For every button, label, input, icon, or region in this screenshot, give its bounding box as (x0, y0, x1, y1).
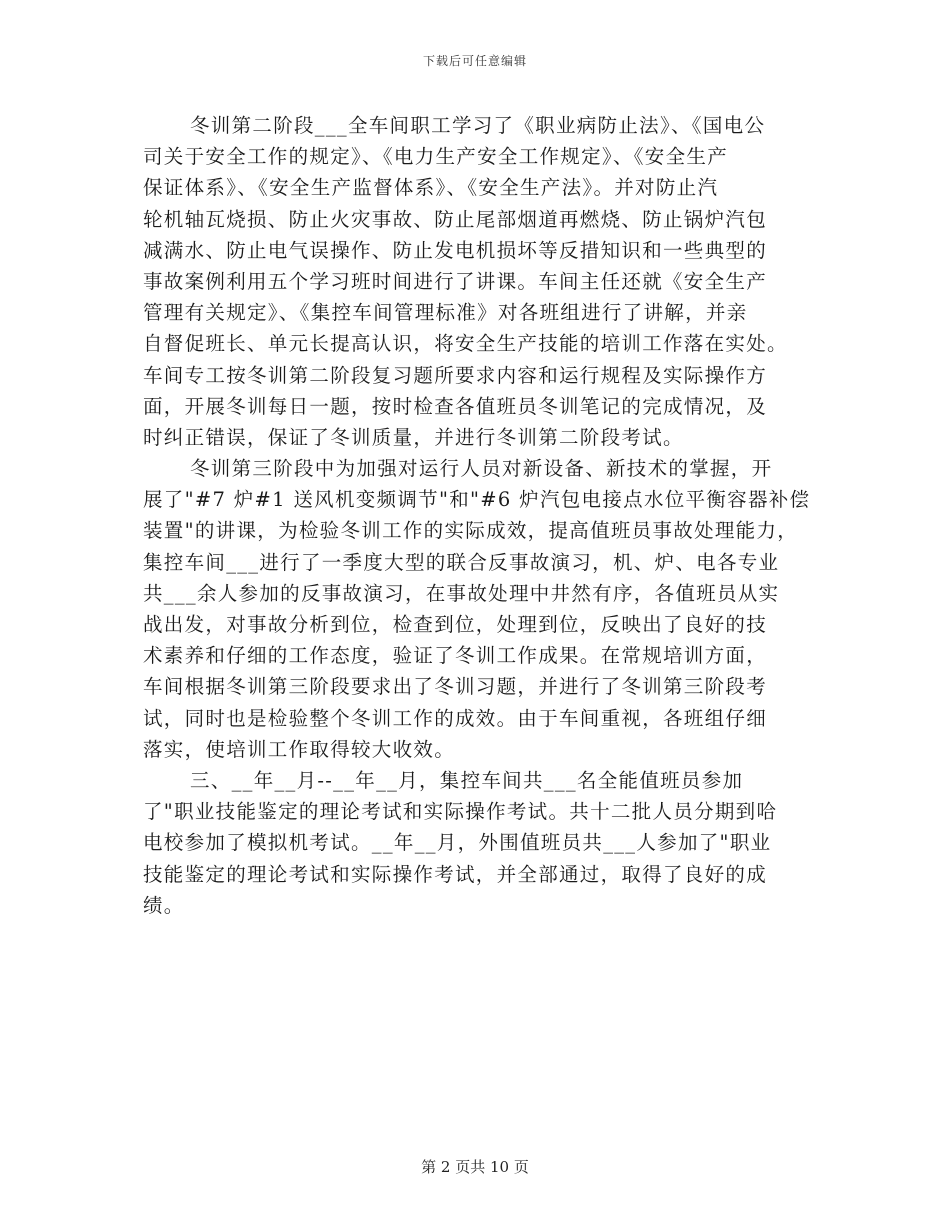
text-line: 绩。 (143, 893, 185, 917)
text-line: 轮机轴瓦烧损、防止火灾事故、防止尾部烟道再燃烧、防止锅炉汽包 (143, 207, 768, 231)
text-line: 事故案例利用五个学习班时间进行了讲课。车间主任还就《安全生产 (143, 269, 768, 293)
text-line: 试，同时也是检验整个冬训工作的成效。由于车间重视，各班组仔细 (143, 706, 768, 730)
text-line: 共___余人参加的反事故演习，在事故处理中井然有序，各值班员从实 (143, 581, 780, 605)
text-line: 司关于安全工作的规定》、《电力生产安全工作规定》、《安全生产 (143, 145, 729, 169)
text-line: 技能鉴定的理论考试和实际操作考试，并全部通过，取得了良好的成 (143, 862, 768, 886)
text-line: 面，开展冬训每日一题，按时检查各值班员冬训笔记的完成情况，及 (143, 394, 768, 418)
text-line: 自督促班长、单元长提高认识，将安全生产技能的培训工作落在实处。 (143, 332, 788, 356)
text-line: 战出发，对事故分析到位，检查到位，处理到位，反映出了良好的技 (143, 613, 768, 636)
text-line: 展了"#7 炉#1 送风机变频调节"和"#6 炉汽包电接点水位平衡容器补偿 (143, 488, 811, 512)
text-line: 冬训第二阶段___全车间职工学习了《职业病防止法》、《国电公 (190, 114, 766, 137)
text-line: 装置"的讲课，为检验冬训工作的实际成效，提高值班员事故处理能力， (143, 519, 799, 543)
text-line: 保证体系》、《安全生产监督体系》、《安全生产法》。并对防止汽 (143, 176, 719, 200)
text-line: 减满水、防止电气误操作、防止发电机损坏等反措知识和一些典型的 (143, 238, 768, 262)
text-line: 车间专工按冬训第二阶段复习题所要求内容和运行规程及实际操作方 (143, 363, 768, 387)
text-line: 车间根据冬训第三阶段要求出了冬训习题，并进行了冬训第三阶段考 (143, 675, 768, 699)
document-body (143, 110, 813, 921)
text-line: 电校参加了模拟机考试。__年__月，外围值班员共___人参加了"职业 (143, 831, 772, 855)
text-line: 了"职业技能鉴定的理论考试和实际操作考试。共十二批人员分期到哈 (143, 800, 778, 824)
text-line: 三、__年__月--__年__月，集控车间共___名全能值班员参加 (190, 768, 744, 792)
header-note: 下载后可任意编辑 (422, 54, 527, 68)
text-line: 冬训第三阶段中为加强对运行人员对新设备、新技术的掌握，开 (190, 457, 773, 481)
text-line: 术素养和仔细的工作态度，验证了冬训工作成果。在常规培训方面， (143, 644, 768, 668)
page-footer: 第 2 页共 10 页 (421, 1158, 529, 1176)
text-line: 落实，使培训工作取得较大收效。 (143, 737, 456, 761)
text-line: 管理有关规定》、《集控车间管理标准》对各班组进行了讲解，并亲 (143, 301, 748, 325)
text-line: 集控车间___进行了一季度大型的联合反事故演习，机、炉、电各专业 (143, 550, 780, 574)
text-line: 时纠正错误，保证了冬训质量，并进行冬训第二阶段考试。 (143, 425, 684, 449)
